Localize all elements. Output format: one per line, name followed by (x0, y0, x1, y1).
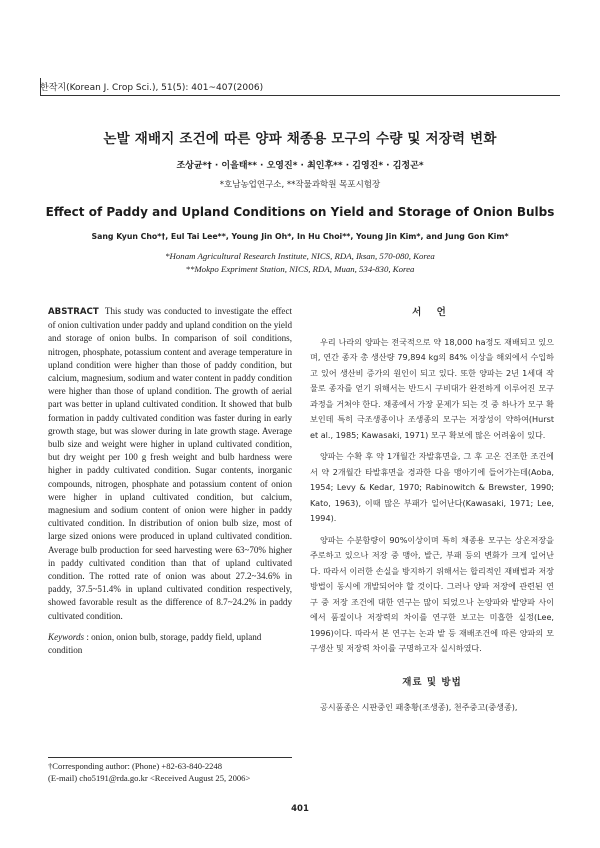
intro-heading: 서 언 (412, 307, 452, 318)
title-korean: 논발 재배지 조건에 따른 양파 채종용 모구의 수량 및 저장력 변화 (103, 131, 497, 147)
footnote-line-2: (E-mail) cho5191@rda.go.kr <Received August 25, 2006> (48, 773, 251, 783)
methods-first-line: 공시품종은 시판중인 패충황(조생종), 천주중고(중생종), (320, 702, 518, 712)
intro-column (310, 305, 554, 722)
affiliations-english (0, 250, 600, 276)
keywords-label: Keywords (48, 631, 85, 642)
keywords-text: : onion, onion bulb, storage, paddy field, upland condition (48, 631, 262, 656)
authors-english: Sang Kyun Cho*†, Eul Tai Lee**, Young Jin Oh*, In Hu Choi**, Young Jin Kim*, and Jung Gon Kim* (91, 232, 509, 241)
intro-paragraph-2: 양파는 수확 후 약 1개월간 자발휴면을, 그 후 고온 건조한 조건에서 약 2개월간 타발휴면을 경과한 다음 맹아기에 들어가는데(Aoba, 1954; Levy & Kedar, 1970; Rabinowitch & Brewster, 1990; Kato, 1963), 이때 많은 부패가 일어난다(Kawasaki, 1971; Lee, 1994). (310, 451, 554, 523)
title-english: Effect of Paddy and Upland Conditions on Yield and Storage of Onion Bulbs (45, 205, 555, 219)
intro-paragraph-3: 양파는 수분함량이 90%이상이며 특히 채종용 모구는 상온저장을 주로하고 있으나 저장 중 맹아, 발근, 부패 등의 변화가 크게 일어난다. 따라서 이러한 손실을 방지하기 위해서는 합리적인 재배법과 저장방법이 동시에 개발되어야 할 것이다. 그러나 양파 저장에 관련된 연구 중 저장 조건에 대한 연구는 많이 되었으나 논양파와 밭양파 사이에서 품질이나 저장력의 차이를 연구한 보고는 미흡한 실정(Lee, 1996)이다. 따라서 본 연구는 논과 밭 등 재배조건에 따른 양파의 모구생산 및 저장력 차이를 구명하고자 실시하였다. (310, 534, 554, 653)
footnote-line-1: †Corresponding author: (Phone) +82-63-840-2248 (48, 761, 223, 771)
journal-reference: 한작지(Korean J. Crop Sci.), 51(5): 401~407(2006) (40, 83, 264, 93)
header-rule (40, 95, 560, 96)
intro-paragraph-1: 우리 나라의 양파는 전국적으로 약 18,000 ha정도 재배되고 있으며, 연간 종자 총 생산량 79,894 kg의 84% 이상을 해외에서 수입하고 있어 생산비 증가의 원인이 되고 있다. 또한 양파는 2년 1세대 작물로 종자를 얻기 위해서는 반드시 구비대가 완전하게 이루어진 모구과정을 거쳐야 한다. 채종에서 가장 문제가 되는 것 중 하나가 모구 확보인데 특히 극조생종이나 조생종의 모구는 저장성이 약하여(Hurst et al., 1985; Kawasaki, 1971) 모구 확보에 많은 어려움이 있다. (310, 336, 554, 440)
abstract-text: This study was conducted to investigate the effect of onion cultivation under paddy and upland condition on the yield and storage of onion bulbs. In comparison of soil conditions, nitrogen, phosphate, potassium content and average temperature in upland condition were higher than those of paddy condition, but calcium, magnesium, sodium and water content in paddy condition were higher than those of upland condition. The growth of aerial part was better in upland cultivated condition. It showed that bulb formation in paddy cultivated condition was faster during in early growth stage, but was slower during in late growth stage. Average bulb size and weight were higher in upland cultivated condition, but dry weight per 100 g fresh weight and bulb hardness were higher in paddy cultivated condition. Sugar contents, inorganic compounds, nitrogen, phosphate and potassium content of onion were higher in upland cultivated condition, but calcium, magnesium and sodium content of onion were higher in paddy cultivated condition. In distribution of onion bulb size, most of large sized onions were produced in upland cultivated condition. Average bulb production for seed harvesting were 63~70% higher in paddy cultivated condition than that of upland cultivated condition. The rotted rate of onion was about 27.2~34.6% in paddy, 37.5~51.4% in upland cultivated condition respectively, showed favorable result as the difference of 8.7~24.2% in paddy cultivated condition. (48, 306, 293, 621)
methods-heading: 재료 및 방법 (402, 676, 462, 688)
abstract-label: ABSTRACT (48, 307, 99, 317)
affiliation-korean: *호남농업연구소, **작물과학원 목포시험장 (219, 180, 381, 190)
affiliation-line-1: *Honam Agricultural Research Institute, NICS, RDA, Iksan, 570-080, Korea (165, 251, 435, 261)
affiliation-line-2: **Mokpo Expriment Station, NICS, RDA, Muan, 534-830, Korea (185, 264, 415, 274)
keywords (48, 631, 292, 657)
abstract-column (48, 305, 292, 657)
abstract-body (48, 305, 292, 623)
page-number: 401 (291, 804, 309, 814)
footnote-rule (48, 757, 292, 758)
footnote (48, 760, 298, 784)
authors-korean: 조상균*† · 이을태** · 오영진* · 최인후** · 김영진* · 김정곤* (176, 161, 424, 171)
